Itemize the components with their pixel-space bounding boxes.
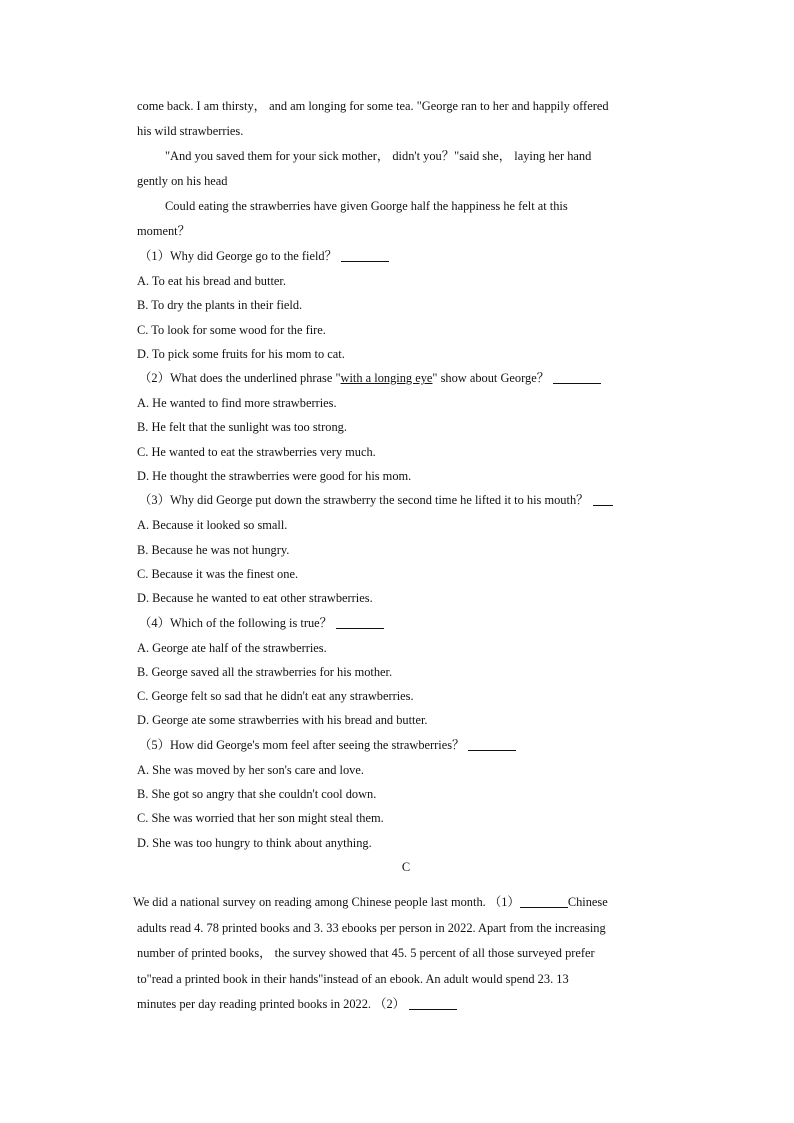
underlined-phrase: with a longing eye <box>340 371 433 386</box>
question-text: （4）Which of the following is true？ <box>139 615 333 630</box>
option-a[interactable]: A. He wanted to find more strawberries. <box>137 396 337 411</box>
passage-text: We did a national survey on reading among Chinese people last month. （1） <box>133 895 520 909</box>
answer-blank[interactable] <box>553 369 601 384</box>
question-text: （5）How did George's mom feel after seeing the strawberries？ <box>139 737 465 752</box>
question-text: （1）Why did George go to the field？ <box>139 249 337 263</box>
option-c[interactable]: C. She was worried that her son might steal them. <box>137 811 384 826</box>
passage-line: "And you saved them for your sick mother， didn't you？"said she， laying her hand <box>165 149 592 163</box>
option-d[interactable]: D. He thought the strawberries were good for his mom. <box>137 469 412 484</box>
option-b[interactable]: B. Because he was not hungry. <box>137 542 290 557</box>
passage-line: come back. I am thirsty， and am longing for some tea. "George ran to her and happily offered <box>137 99 609 113</box>
passage-line <box>133 890 675 916</box>
section-heading-c: C <box>401 859 411 874</box>
question-4-stem <box>137 611 675 636</box>
option-a[interactable]: A. Because it looked so small. <box>137 518 288 533</box>
passage-line: to"read a printed book in their hands"instead of an ebook. An adult would spend 23. 13 <box>137 971 569 986</box>
option-c[interactable]: C. Because it was the finest one. <box>137 566 299 581</box>
option-d[interactable]: D. Because he wanted to eat other strawberries. <box>137 591 373 606</box>
answer-blank[interactable] <box>409 995 457 1010</box>
passage-line: his wild strawberries. <box>137 124 244 138</box>
question-2-stem <box>137 366 675 391</box>
passage-line: moment？ <box>137 224 190 238</box>
option-b[interactable]: B. She got so angry that she couldn't cool down. <box>137 787 377 802</box>
question-text: （3）Why did George put down the strawberry the second time he lifted it to his mouth？ <box>139 493 589 508</box>
option-d[interactable]: D. George ate some strawberries with his bread and butter. <box>137 713 428 728</box>
question-1-stem <box>137 244 675 269</box>
option-c[interactable]: C. To look for some wood for the fire. <box>137 322 326 337</box>
option-a[interactable]: A. George ate half of the strawberries. <box>137 640 327 655</box>
question-3-stem <box>137 488 675 513</box>
option-d[interactable]: D. She was too hungry to think about anything. <box>137 835 372 850</box>
answer-blank[interactable] <box>520 893 568 908</box>
reading-passage-b <box>137 94 675 880</box>
answer-blank[interactable] <box>336 614 384 629</box>
option-b[interactable]: B. He felt that the sunlight was too strong. <box>137 420 347 435</box>
question-text: （2）What does the underlined phrase " <box>139 371 341 386</box>
passage-line: Could eating the strawberries have given Goorge half the happiness he felt at this <box>165 199 568 213</box>
option-b[interactable]: B. To dry the plants in their field. <box>137 298 303 313</box>
option-a[interactable]: A. To eat his bread and butter. <box>137 274 286 288</box>
answer-blank[interactable] <box>341 247 389 262</box>
answer-blank[interactable] <box>468 736 516 751</box>
option-c[interactable]: C. George felt so sad that he didn't eat any strawberries. <box>137 689 414 704</box>
option-a[interactable]: A. She was moved by her son's care and love. <box>137 762 364 777</box>
option-c[interactable]: C. He wanted to eat the strawberries very much. <box>137 444 376 459</box>
passage-text: Chinese <box>567 895 608 909</box>
passage-text: minutes per day reading printed books in 2022. （2） <box>137 997 406 1011</box>
passage-line: adults read 4. 78 printed books and 3. 33 ebooks per person in 2022. Apart from the increasing <box>137 920 606 935</box>
answer-blank[interactable] <box>593 491 613 506</box>
passage-line <box>133 992 675 1018</box>
passage-line: number of printed books， the survey showed that 45. 5 percent of all those surveyed prefer <box>137 946 595 960</box>
passage-line: gently on his head <box>137 174 228 188</box>
reading-passage-c <box>133 890 675 1018</box>
option-d[interactable]: D. To pick some fruits for his mom to cat. <box>137 346 345 361</box>
option-b[interactable]: B. George saved all the strawberries for his mother. <box>137 664 393 679</box>
question-5-stem <box>137 733 675 758</box>
question-text: " show about George？ <box>432 371 550 386</box>
